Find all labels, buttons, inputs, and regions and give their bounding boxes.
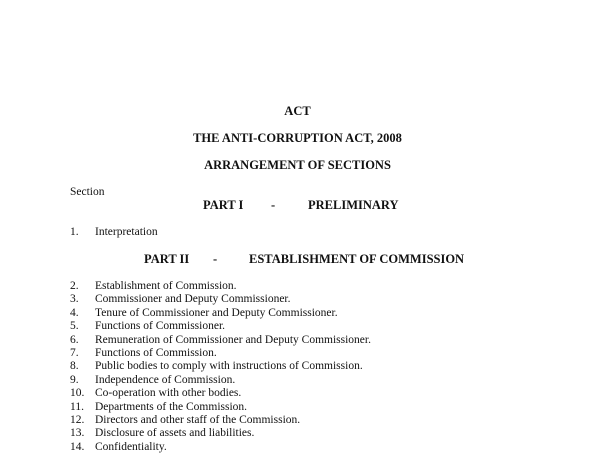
section-number: 1.: [70, 226, 79, 238]
list-item: [0, 387, 595, 400]
section-number: 6.: [70, 333, 79, 346]
section-number: 2.: [70, 280, 79, 292]
list-item: [0, 307, 595, 320]
section-number: 10.: [70, 387, 85, 400]
list-item: [0, 401, 595, 414]
section-title: Functions of Commissioner.: [95, 320, 226, 333]
list-item: [0, 280, 595, 293]
list-item: [0, 226, 595, 240]
list-item: [0, 441, 595, 454]
list-item: [0, 427, 595, 440]
section-title: Disclosure of assets and liabilities.: [95, 427, 255, 440]
section-column-label: Section: [70, 186, 105, 198]
section-title: Directors and other staff of the Commission.: [95, 413, 301, 426]
section-number: 3.: [70, 293, 79, 306]
section-title: Interpretation: [95, 226, 158, 238]
part-2-title: ESTABLISHMENT OF COMMISSION: [249, 252, 465, 266]
section-title: Independence of Commission.: [95, 373, 236, 386]
part-1-dash: -: [271, 198, 276, 212]
section-title: Confidentiality.: [95, 440, 167, 453]
part-2-label: PART II: [144, 252, 190, 266]
section-number: 4.: [70, 306, 79, 319]
list-item: [0, 347, 595, 360]
section-number: 12.: [70, 413, 85, 426]
list-item: [0, 374, 595, 387]
section-number: 9.: [70, 373, 79, 386]
section-number: 7.: [70, 346, 79, 359]
act-title: THE ANTI-CORRUPTION ACT, 2008: [193, 131, 402, 145]
section-number: 13.: [70, 427, 85, 440]
section-number: 5.: [70, 320, 79, 333]
section-title: Tenure of Commissioner and Deputy Commissioner.: [95, 306, 338, 319]
section-number: 8.: [70, 360, 79, 373]
part-1-label: PART I: [203, 198, 244, 212]
list-item: [0, 414, 595, 427]
part-1-title: PRELIMINARY: [308, 198, 399, 212]
section-title: Remuneration of Commissioner and Deputy Commissioner.: [95, 333, 371, 346]
list-item: [0, 320, 595, 333]
arrangement-heading: ARRANGEMENT OF SECTIONS: [204, 158, 391, 172]
section-title: Public bodies to comply with instructions of Commission.: [95, 360, 363, 373]
section-title: Establishment of Commission.: [95, 280, 237, 292]
part-2-section-list: [0, 280, 595, 454]
list-item: [0, 360, 595, 373]
list-item: [0, 293, 595, 306]
section-title: Functions of Commission.: [95, 346, 217, 359]
part-2-dash: -: [213, 252, 218, 266]
section-title: Co-operation with other bodies.: [95, 387, 242, 400]
section-title: Commissioner and Deputy Commissioner.: [95, 293, 291, 306]
section-title: Departments of the Commission.: [95, 400, 248, 413]
list-item: [0, 334, 595, 347]
section-number: 11.: [70, 400, 84, 413]
act-heading: ACT: [284, 104, 311, 118]
section-number: 14.: [70, 440, 85, 453]
